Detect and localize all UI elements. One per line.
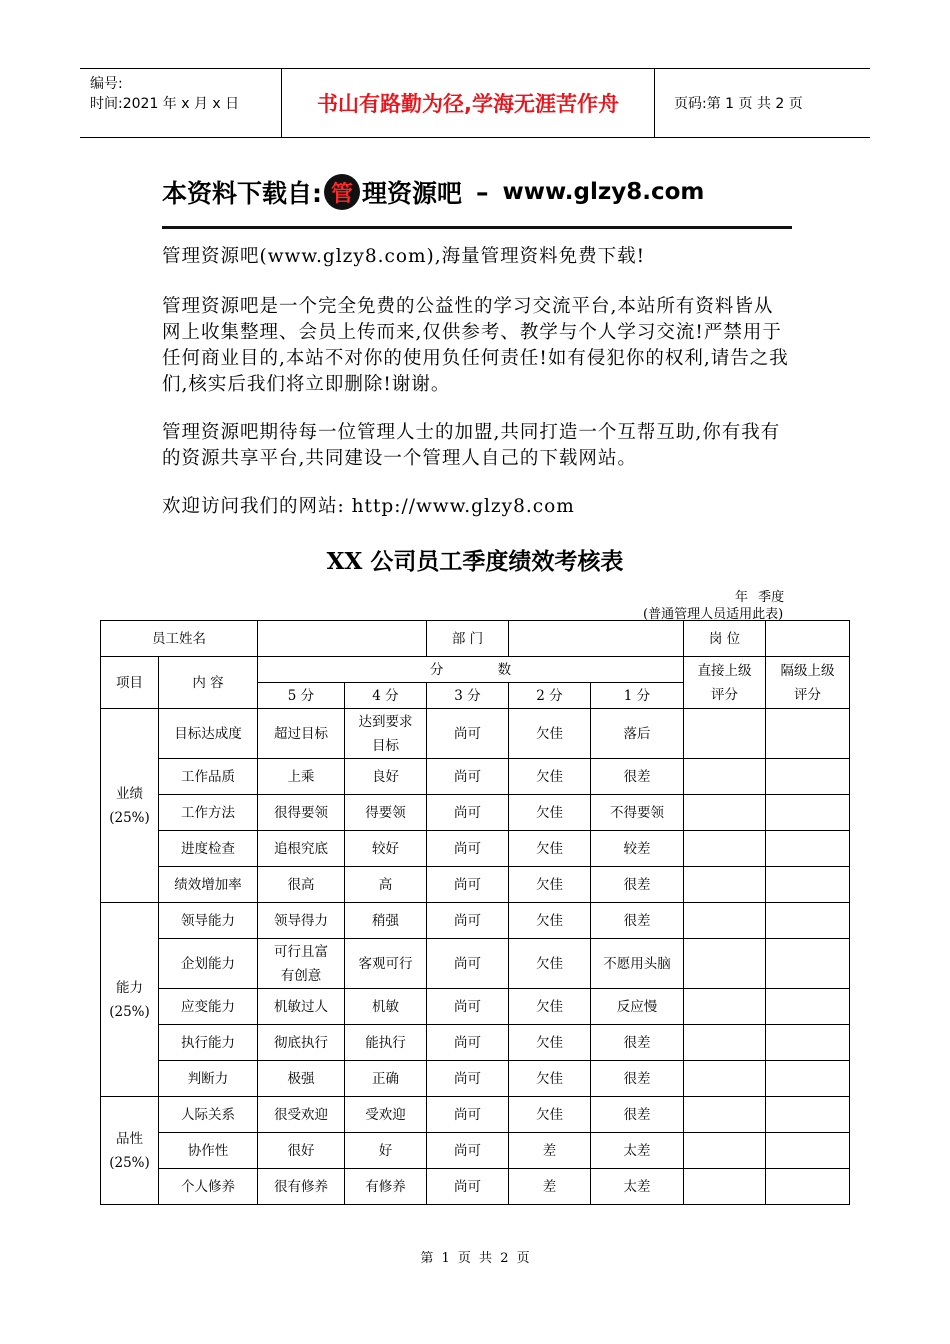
direct-score-field[interactable] — [684, 1097, 766, 1133]
evaluation-table — [100, 620, 850, 1205]
banner-prefix: 本资料下载自: — [162, 179, 322, 208]
category-ability-name: 能力 — [116, 979, 143, 996]
skip-score-field[interactable] — [766, 1061, 850, 1097]
skip-score-field[interactable] — [766, 939, 850, 989]
skip-score-field[interactable] — [766, 709, 850, 759]
row-score-5: 很高 — [258, 867, 345, 903]
direct-score-field[interactable] — [684, 1061, 766, 1097]
row-score-2: 欠佳 — [509, 1097, 591, 1133]
row-score-2: 欠佳 — [509, 831, 591, 867]
row-score-1: 不愿用头脑 — [591, 939, 684, 989]
row-content: 绩效增加率 — [159, 867, 258, 903]
row-score-2: 差 — [509, 1169, 591, 1205]
row-score-5: 领导得力 — [258, 903, 345, 939]
row-content: 执行能力 — [159, 1025, 258, 1061]
employee-name-label: 员工姓名 — [101, 621, 258, 657]
row-score-3: 尚可 — [427, 709, 509, 759]
row-score-5: 上乘 — [258, 759, 345, 795]
row-score-1: 很差 — [591, 759, 684, 795]
row-score-2: 欠佳 — [509, 903, 591, 939]
direct-supervisor-header-line2: 评分 — [711, 686, 738, 703]
skip-level-header-line2: 评分 — [794, 686, 821, 703]
table-row — [101, 867, 850, 903]
row-score-4: 稍强 — [345, 903, 427, 939]
table-row — [101, 795, 850, 831]
row-score-4: 受欢迎 — [345, 1097, 427, 1133]
row-score-3: 尚可 — [427, 1025, 509, 1061]
row-score-3: 尚可 — [427, 939, 509, 989]
table-row — [101, 1133, 850, 1169]
row-score-2: 欠佳 — [509, 1025, 591, 1061]
score-level-1: 1 分 — [591, 683, 684, 709]
site-logo-icon: 管 — [324, 174, 360, 210]
year-quarter-label: 年 季度 — [735, 590, 785, 605]
form-title: XX 公司员工季度绩效考核表 — [326, 548, 624, 575]
row-score-4: 机敏 — [345, 989, 427, 1025]
row-score-3: 尚可 — [427, 903, 509, 939]
row-score-3: 尚可 — [427, 831, 509, 867]
row-content: 进度检查 — [159, 831, 258, 867]
row-score-2: 欠佳 — [509, 709, 591, 759]
row-score-3: 尚可 — [427, 989, 509, 1025]
document-date: 时间:2021 年 x 月 x 日 — [90, 96, 240, 112]
row-score-2: 差 — [509, 1133, 591, 1169]
direct-score-field[interactable] — [684, 1169, 766, 1205]
row-score-1: 太差 — [591, 1133, 684, 1169]
direct-score-field[interactable] — [684, 1133, 766, 1169]
skip-score-field[interactable] — [766, 831, 850, 867]
row-score-1: 太差 — [591, 1169, 684, 1205]
skip-score-field[interactable] — [766, 1025, 850, 1061]
row-score-5: 很有修养 — [258, 1169, 345, 1205]
header-page-info-text: 页码:第 1 页 共 2 页 — [674, 96, 803, 112]
score-level-2: 2 分 — [509, 683, 591, 709]
row-score-2: 欠佳 — [509, 1061, 591, 1097]
row-score-1: 不得要领 — [591, 795, 684, 831]
header-meta — [80, 69, 282, 137]
row-content: 判断力 — [159, 1061, 258, 1097]
skip-level-header-line1: 隔级上级 — [780, 662, 835, 679]
category-performance-name: 业绩 — [116, 785, 143, 802]
skip-score-field[interactable] — [766, 1169, 850, 1205]
table-row — [101, 1025, 850, 1061]
direct-score-field[interactable] — [684, 759, 766, 795]
row-content: 协作性 — [159, 1133, 258, 1169]
row-score-1: 很差 — [591, 1025, 684, 1061]
banner-url[interactable]: www.glzy8.com — [502, 179, 705, 205]
direct-supervisor-header-line1: 直接上级 — [697, 662, 752, 679]
document-number-label: 编号: — [90, 76, 123, 92]
table-row — [101, 939, 850, 989]
table-row — [101, 1061, 850, 1097]
direct-score-field[interactable] — [684, 939, 766, 989]
direct-score-field[interactable] — [684, 831, 766, 867]
skip-score-field[interactable] — [766, 867, 850, 903]
row-score-3: 尚可 — [427, 1133, 509, 1169]
category-performance-weight: (25%) — [109, 809, 150, 826]
row-content: 领导能力 — [159, 903, 258, 939]
row-score-1: 很差 — [591, 867, 684, 903]
item-header: 项目 — [101, 657, 159, 709]
row-content: 企划能力 — [159, 939, 258, 989]
row-score-4-text: 达到要求目标 — [358, 713, 413, 754]
category-character-name: 品性 — [116, 1130, 143, 1147]
direct-score-field[interactable] — [684, 903, 766, 939]
banner-site-name: 理资源吧 — [362, 179, 463, 208]
row-score-5: 很得要领 — [258, 795, 345, 831]
direct-supervisor-header — [684, 657, 766, 709]
category-ability-weight: (25%) — [109, 1003, 150, 1020]
row-score-1: 很差 — [591, 1061, 684, 1097]
row-score-5 — [258, 939, 345, 989]
score-level-4: 4 分 — [345, 683, 427, 709]
row-score-5: 彻底执行 — [258, 1025, 345, 1061]
skip-score-field[interactable] — [766, 759, 850, 795]
intro-paragraph-2: 管理资源吧是一个完全免费的公益性的学习交流平台,本站所有资料皆从网上收集整理、会员上传而来,仅供参考、教学与个人学习交流!严禁用于任何商业目的,本站不对你的使用负任何责任!如有侵犯你的权利,请告之我们,核实后我们将立即删除!谢谢。 — [162, 296, 789, 395]
row-score-1: 落后 — [591, 709, 684, 759]
row-content: 人际关系 — [159, 1097, 258, 1133]
direct-score-field[interactable] — [684, 795, 766, 831]
department-label: 部 门 — [427, 621, 509, 657]
row-score-1: 较差 — [591, 831, 684, 867]
row-content: 应变能力 — [159, 989, 258, 1025]
header-page-info — [664, 69, 870, 137]
skip-score-field[interactable] — [766, 795, 850, 831]
row-score-4: 得要领 — [345, 795, 427, 831]
row-score-4: 正确 — [345, 1061, 427, 1097]
skip-level-supervisor-header — [766, 657, 850, 709]
direct-score-field[interactable] — [684, 709, 766, 759]
skip-score-field[interactable] — [766, 1133, 850, 1169]
position-field[interactable] — [766, 621, 850, 657]
row-score-2: 欠佳 — [509, 795, 591, 831]
row-score-1: 很差 — [591, 1097, 684, 1133]
category-ability — [101, 903, 159, 1097]
header-motto: 书山有路勤为径,学海无涯苦作舟 — [282, 69, 655, 137]
intro-paragraph-4: 欢迎访问我们的网站: http://www.glzy8.com — [162, 496, 575, 517]
row-score-5: 追根究底 — [258, 831, 345, 867]
row-score-4 — [345, 709, 427, 759]
score-level-3: 3 分 — [427, 683, 509, 709]
document-header — [80, 68, 870, 138]
row-score-1: 反应慢 — [591, 989, 684, 1025]
table-row — [101, 903, 850, 939]
position-label: 岗 位 — [684, 621, 766, 657]
form-applicability-note: (普通管理人员适用此表) — [643, 607, 784, 622]
row-score-5: 极强 — [258, 1061, 345, 1097]
row-score-3: 尚可 — [427, 1169, 509, 1205]
table-row — [101, 1169, 850, 1205]
row-score-3: 尚可 — [427, 759, 509, 795]
row-score-3: 尚可 — [427, 795, 509, 831]
row-score-4: 较好 — [345, 831, 427, 867]
row-score-3: 尚可 — [427, 1061, 509, 1097]
banner-dash: – — [476, 177, 489, 207]
row-score-5: 机敏过人 — [258, 989, 345, 1025]
row-score-4: 有修养 — [345, 1169, 427, 1205]
row-content: 工作方法 — [159, 795, 258, 831]
page-footer: 第 1 页 共 2 页 — [420, 1251, 530, 1266]
row-content: 个人修养 — [159, 1169, 258, 1205]
table-row — [101, 831, 850, 867]
row-score-4: 高 — [345, 867, 427, 903]
intro-paragraph-1: 管理资源吧(www.glzy8.com),海量管理资料免费下载! — [162, 246, 646, 267]
score-level-5: 5 分 — [258, 683, 345, 709]
direct-score-field[interactable] — [684, 989, 766, 1025]
direct-score-field[interactable] — [684, 867, 766, 903]
score-header: 分 数 — [258, 657, 684, 683]
table-row — [101, 989, 850, 1025]
skip-score-field[interactable] — [766, 989, 850, 1025]
row-score-5: 很受欢迎 — [258, 1097, 345, 1133]
row-score-2: 欠佳 — [509, 759, 591, 795]
category-performance — [101, 709, 159, 903]
row-score-5: 很好 — [258, 1133, 345, 1169]
category-character-weight: (25%) — [109, 1154, 150, 1171]
row-score-4: 好 — [345, 1133, 427, 1169]
skip-score-field[interactable] — [766, 1097, 850, 1133]
intro-paragraph-3: 管理资源吧期待每一位管理人士的加盟,共同打造一个互帮互助,你有我有的资源共享平台,共同建设一个管理人自己的下载网站。 — [162, 422, 781, 469]
row-score-5: 超过目标 — [258, 709, 345, 759]
content-header: 内 容 — [159, 657, 258, 709]
row-score-1: 很差 — [591, 903, 684, 939]
row-content: 工作品质 — [159, 759, 258, 795]
row-score-3: 尚可 — [427, 1097, 509, 1133]
category-character — [101, 1097, 159, 1205]
row-score-4: 客观可行 — [345, 939, 427, 989]
row-score-4: 能执行 — [345, 1025, 427, 1061]
download-banner — [162, 168, 792, 216]
table-row — [101, 759, 850, 795]
table-row — [101, 1097, 850, 1133]
row-score-5-text: 可行且富有创意 — [274, 943, 328, 984]
row-score-2: 欠佳 — [509, 939, 591, 989]
department-field[interactable] — [509, 621, 684, 657]
table-row — [101, 709, 850, 759]
row-score-2: 欠佳 — [509, 867, 591, 903]
row-score-4: 良好 — [345, 759, 427, 795]
row-score-3: 尚可 — [427, 867, 509, 903]
row-score-2: 欠佳 — [509, 989, 591, 1025]
employee-name-field[interactable] — [258, 621, 427, 657]
skip-score-field[interactable] — [766, 903, 850, 939]
banner-divider — [162, 226, 792, 229]
direct-score-field[interactable] — [684, 1025, 766, 1061]
row-content: 目标达成度 — [159, 709, 258, 759]
